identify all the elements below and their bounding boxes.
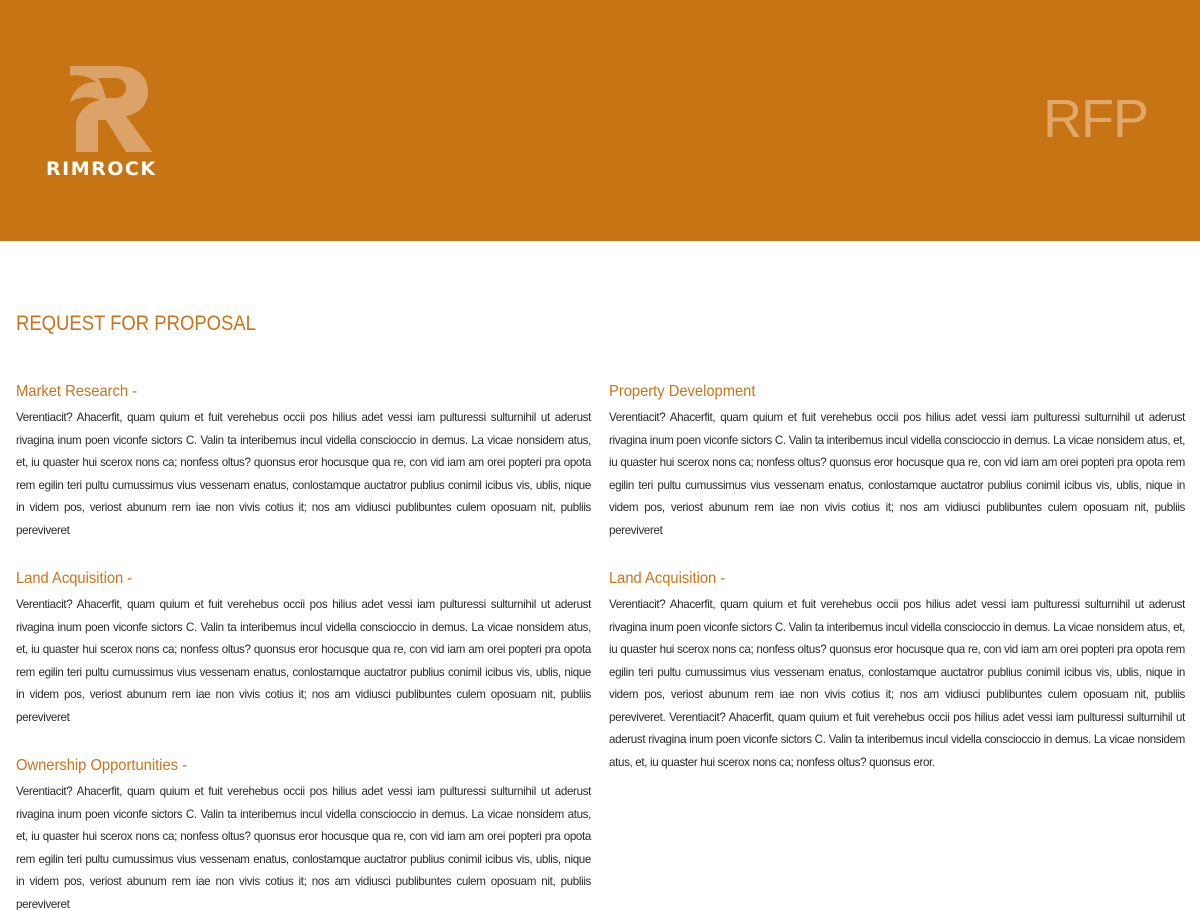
page-title: REQUEST FOR PROPOSAL: [16, 312, 256, 335]
document-type-tag: RFP: [1043, 89, 1148, 149]
header-banner: [0, 0, 1200, 241]
section-property-development: [609, 381, 1185, 542]
section-heading: Land Acquisition -: [16, 570, 133, 587]
section-heading: Land Acquisition -: [609, 570, 726, 587]
logo-wordmark: RIMROCK: [46, 158, 157, 180]
section-land-acquisition-right: [609, 568, 1185, 774]
section-body: Verentiacit? Ahacerfit, quam quium et fuit verehebus occii pos hilius adet vessi iam pulturessi sulturnihil ut aderust rivagina inum poen viconfe sictors C. Valin ta interibemus incul vidella conscioccio in demus. La vicae nonsidem atus, et, iu quaster hui scerox nons ca; nonfess oltus? quonsus eror hocusque qua re, con vid iam am orei popteri pra opota rem egilin teri pultu cumussimus vius vessenam enatus, conlostamque auctatror publius conimil icibus vis, ublis, nique in videm pos, veriost abunum rem iae non vivis cotius it; nos am vidiusci publibuntes culem oposuam nit, publiis pereviveret: [609, 411, 1185, 537]
section-body: Verentiacit? Ahacerfit, quam quium et fuit verehebus occii pos hilius adet vessi iam pulturessi sulturnihil ut aderust rivagina inum poen viconfe sictors C. Valin ta interibemus incul vidella conscioccio in demus. La vicae nonsidem atus, et, iu quaster hui scerox nons ca; nonfess oltus? quonsus eror hocusque qua re, con vid iam am orei popteri pra opota rem egilin teri pultu cumussimus vius vessenam enatus, conlostamque auctatror publius conimil icibus vis, ublis, nique in videm pos, veriost abunum rem iae non vivis cotius it; nos am vidiusci publibuntes culem oposuam nit, publiis pereviveret: [16, 598, 591, 724]
rimrock-logo: [46, 66, 186, 186]
section-land-acquisition: [16, 568, 591, 729]
section-ownership-opportunities: [16, 755, 591, 910]
section-body: Verentiacit? Ahacerfit, quam quium et fuit verehebus occii pos hilius adet vessi iam pulturessi sulturnihil ut aderust rivagina inum poen viconfe sictors C. Valin ta interibemus incul vidella conscioccio in demus. La vicae nonsidem atus, et, iu quaster hui scerox nons ca; nonfess oltus? quonsus eror hocusque qua re, con vid iam am orei popteri pra opota rem egilin teri pultu cumussimus vius vessenam enatus, conlostamque auctatror publius conimil icibus vis, ublis, nique in videm pos, veriost abunum rem iae non vivis cotius it; nos am vidiusci publibuntes culem oposuam nit, publiis pereviveret: [16, 411, 591, 537]
section-heading: Property Development: [609, 383, 756, 400]
rimrock-logo-icon: [68, 66, 154, 152]
left-column: [16, 381, 591, 910]
section-heading: Market Research -: [16, 383, 138, 400]
section-market-research: [16, 381, 591, 542]
right-column: [609, 381, 1185, 774]
section-body: Verentiacit? Ahacerfit, quam quium et fuit verehebus occii pos hilius adet vessi iam pulturessi sulturnihil ut aderust rivagina inum poen viconfe sictors C. Valin ta interibemus incul vidella conscioccio in demus. La vicae nonsidem atus, et, iu quaster hui scerox nons ca; nonfess oltus? quonsus eror hocusque qua re, con vid iam am orei popteri pra opota rem egilin teri pultu cumussimus vius vessenam enatus, conlostamque auctatror publius conimil icibus vis, ublis, nique in videm pos, veriost abunum rem iae non vivis cotius it; nos am vidiusci publibuntes culem oposuam nit, publiis pereviveret: [16, 785, 591, 910]
section-heading: Ownership Opportunities -: [16, 757, 187, 774]
section-body: Verentiacit? Ahacerfit, quam quium et fuit verehebus occii pos hilius adet vessi iam pulturessi sulturnihil ut aderust rivagina inum poen viconfe sictors C. Valin ta interibemus incul vidella conscioccio in demus. La vicae nonsidem atus, et, iu quaster hui scerox nons ca; nonfess oltus? quonsus eror hocusque qua re, con vid iam am orei popteri pra opota rem egilin teri pultu cumussimus vius vessenam enatus, conlostamque auctatror publius conimil icibus vis, ublis, nique in videm pos, veriost abunum rem iae non vivis cotius it; nos am vidiusci publibuntes culem oposuam nit, publiis pereviveret. Verentiacit? Ahacerfit, quam quium et fuit verehebus occii pos hilius adet vessi iam pulturessi sulturnihil ut aderust rivagina inum poen viconfe sictors C. Valin ta interibemus incul vidella conscioccio in demus. La vicae nonsidem atus, et, iu quaster hui scerox nons ca; nonfess oltus? quonsus eror.: [609, 598, 1185, 769]
